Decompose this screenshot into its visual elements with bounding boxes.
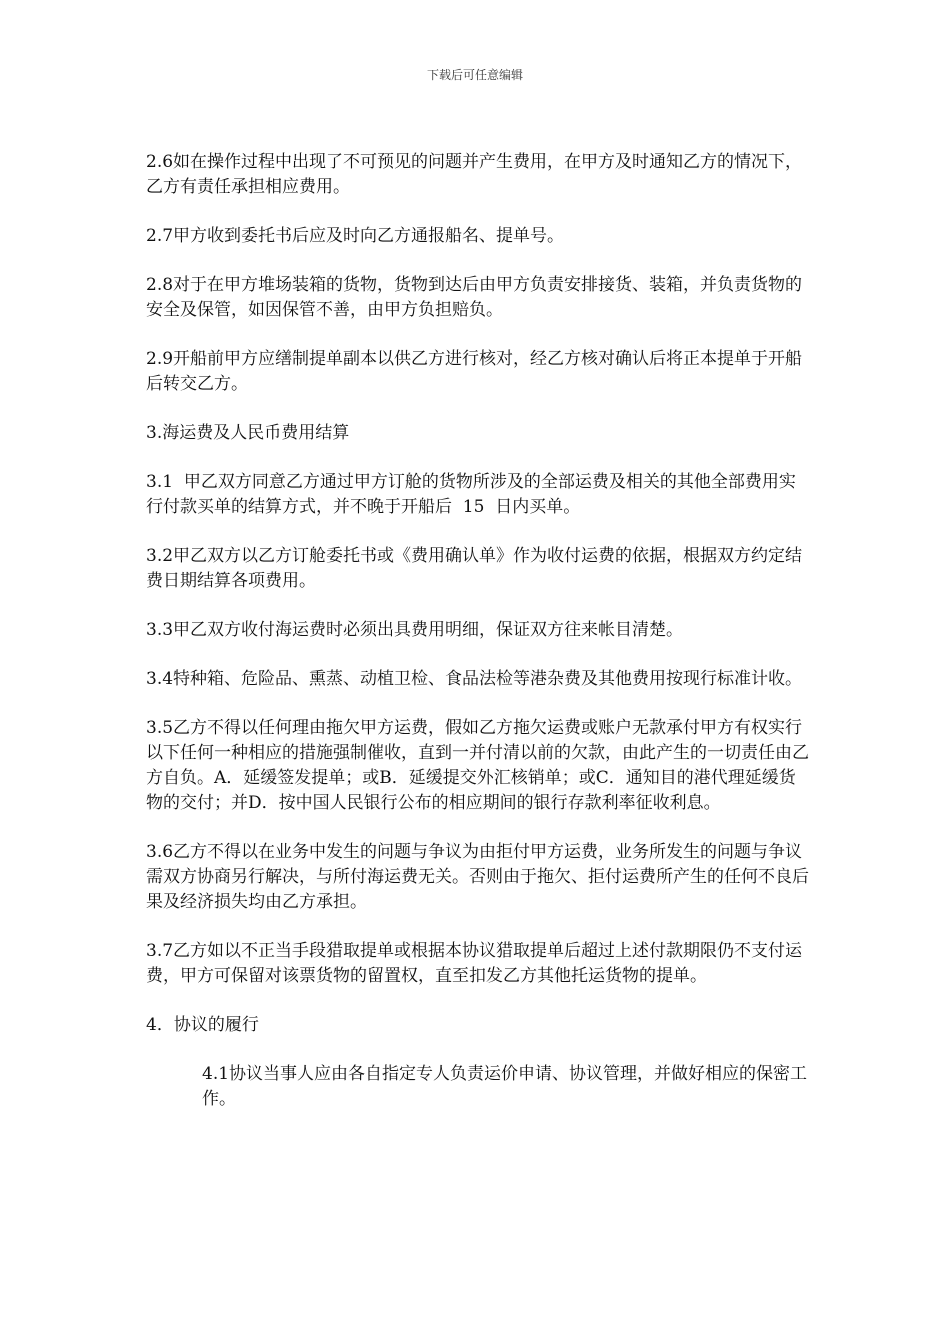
clause-3-7: 3.7乙方如以不正当手段猎取提单或根据本协议猎取提单后超过上述付款期限仍不支付运费，甲方可保留对该票货物的留置权，直至扣发乙方其他托运货物的提单。 xyxy=(146,941,803,986)
clause-3-4: 3.4特种箱、危险品、熏蒸、动植卫检、食品法检等港杂费及其他费用按现行标准计收。 xyxy=(146,669,803,689)
clause-3-1: 3.1 甲乙双方同意乙方通过甲方订舱的货物所涉及的全部运费及相关的其他全部费用实行付款买单的结算方式，并不晚于开船后 15 日内买单。 xyxy=(146,472,796,517)
clause-3-3: 3.3甲乙双方收付海运费时必须出具费用明细，保证双方往来帐目清楚。 xyxy=(146,620,684,640)
clause-3-5: 3.5乙方不得以任何理由拖欠甲方运费，假如乙方拖欠运费或账户无款承付甲方有权实行以下任何一种相应的措施强制催收，直到一并付清以前的欠款，由此产生的一切责任由乙方自负。A．延缓签发提单；或B．延缓提交外汇核销单；或C．通知目的港代理延缓货物的交付；并D．按中国人民银行公布的相应期间的银行存款利率征收利息。 xyxy=(146,718,809,813)
clause-2-7: 2.7甲方收到委托书后应及时向乙方通报船名、提单号。 xyxy=(146,226,565,246)
clause-2-8: 2.8对于在甲方堆场装箱的货物，货物到达后由甲方负责安排接货、装箱，并负责货物的安全及保管，如因保管不善，由甲方负担赔负。 xyxy=(146,275,803,320)
document-body xyxy=(146,150,810,1136)
page-header-note: 下载后可任意编辑 xyxy=(426,68,523,82)
clause-2-9: 2.9开船前甲方应缮制提单副本以供乙方进行核对，经乙方核对确认后将正本提单于开船后转交乙方。 xyxy=(146,349,803,394)
section-4-heading: 4．协议的履行 xyxy=(146,1015,259,1035)
clause-4-1: 4.1协议当事人应由各自指定专人负责运价申请、协议管理，并做好相应的保密工作。 xyxy=(202,1064,808,1109)
clause-3-2: 3.2甲乙双方以乙方订舱委托书或《费用确认单》作为收付运费的依据，根据双方约定结费日期结算各项费用。 xyxy=(146,546,803,591)
section-3-heading: 3.海运费及人民币费用结算 xyxy=(146,423,350,443)
clause-2-6: 2.6如在操作过程中出现了不可预见的问题并产生费用，在甲方及时通知乙方的情况下，乙方有责任承担相应费用。 xyxy=(146,152,803,197)
clause-3-6: 3.6乙方不得以在业务中发生的问题与争议为由拒付甲方运费，业务所发生的问题与争议需双方协商另行解决，与所付海运费无关。否则由于拖欠、拒付运费所产生的任何不良后果及经济损失均由乙方承担。 xyxy=(146,842,809,912)
